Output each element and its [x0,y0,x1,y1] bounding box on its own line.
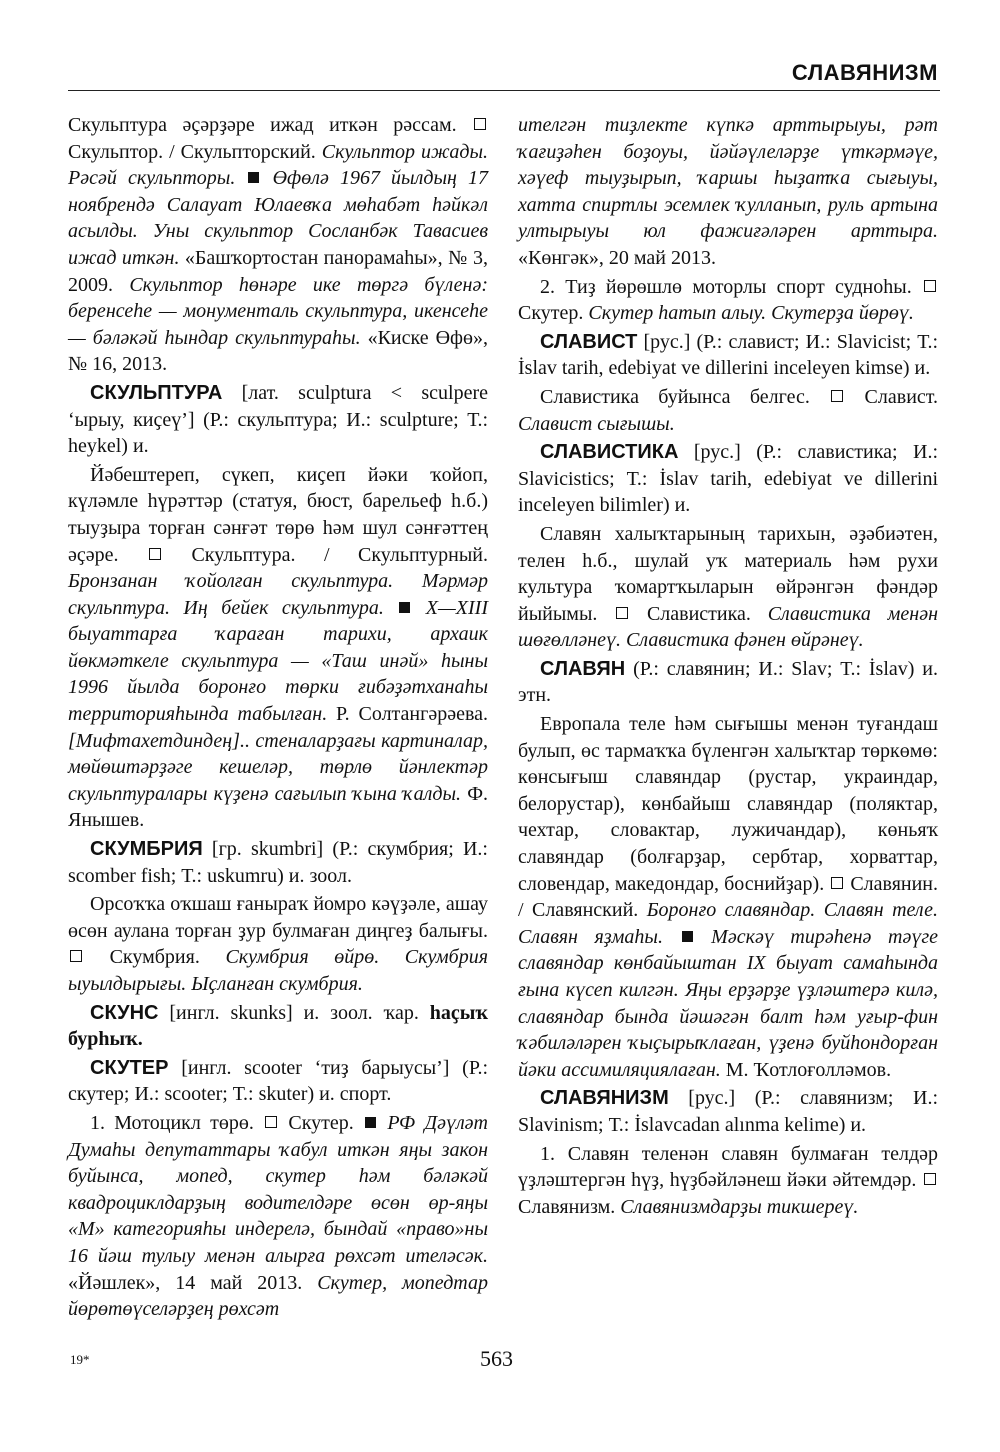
entry-definition: 2. Тиҙ йөрөшлө моторлы спорт судноһы. Скутер. Скутер һатып алыу. Скутерҙа йөрөү. [518,274,938,327]
headword: СЛАВИСТИКА [540,441,679,464]
entry-header: СЛАВИСТ [рус.] (Р.: славист; И.: Slavicist; Т.: İslav tarih, edebiyat ve dillerini inceleyen kimse) и. [518,330,938,380]
headword: СКУТЕР [90,1056,169,1079]
headword: СЛАВИСТ [540,330,638,353]
entry-definition: 1. Мотоцикл төрө. Скутер. РФ Дәүләт Думаһы депутаттары ҡабул иткән яңы закон буйынса, мопед, скутер һәм бәләкәй квадроциклдарҙың водителдәре өсөн өр-яңы «М» категорияһы индерелә, бындай «право»ны 16 йәш тулыу менән алырға рөхсәт ителәсәк. «Йәшлек», 14 май 2013. Скутер, мопедтар йөрөтөүселәрҙең рөхсәт [68,1111,488,1321]
entry-header: СЛАВИСТИКА [рус.] (Р.: славистика; И.: Slavicistics; Т.: İslav tarih, edebiyat ve dillerini inceleyen bilimler) и. [518,441,938,517]
derivative-box-icon [831,877,843,889]
entry-header: СКУТЕР [ингл. scooter ‘тиҙ барыусы’] (Р.: скутер; И.: scooter; Т.: skuter) и. спорт. [68,1056,489,1106]
entry-paragraph: Скульптура әҫәрҙәре ижад иткән рәссам. Скульптор. / Скульпторский. Скульптор ижады. Рәсәй скульпторы. Өфөлә 1967 йылдың 17 ноябрендә Салауат Юлаевҡа мөһабәт һәйкәл асылды. Уны скульптор Сосланбәк Тавасиев ижад иткән. «Башҡортостан панорамаһы», № 3, 2009. Скульптор һөнәре ике төргә бүленә: беренсеһе — монументаль скульптура, икенсеһе — бәләкәй һындар скульптураһы. «Киске Өфө», № 16, 2013. [68,114,489,376]
entry-header: СЛАВЯН (Р.: славянин; И.: Slav; Т.: İslav) и. этн. [518,657,939,707]
headword: СЛАВЯН [540,657,626,680]
derivative-box-icon [831,390,843,402]
derivative-box-icon [924,1173,936,1185]
entry-definition: Орсоҡҡа оҡшаш ғаныраҡ йомро кәүҙәле, ашау өсөн аулана торған ҙур булмаған диңгеҙ балығы. Скумбрия. Скумбрия өйрө. Скумбрия ыуылдырығы. Ыҫланған скумбрия. [68,893,489,995]
entry-header: СЛАВЯНИЗМ [рус.] (Р.: славянизм; И.: Slavinism; Т.: İslavcadan alınma kelime) и. [518,1087,938,1136]
left-column [68,112,488,1325]
example-square-icon [682,931,693,942]
headword: СКУМБРИЯ [90,838,203,861]
header-rule [68,90,940,91]
entry-continuation: ителгән тиҙлекте күпкә арттырыуы, рәт ҡағиҙәһен боҙоуы, йәйәүлеләрҙе үткәрмәүе, хәүеф тыуҙырып, ҡаршы һыҙатҡа сығыуы, хатта спиртлы эсемлек ҡулланып, руль артына ултырыуы юл фажиғәләрен арттыра. «Көнгәк», 20 май 2013. [518,114,938,269]
entry-header: СКУЛЬПТУРА [лат. sculptura < sculpere ‘ырыу, киҫеү’] (Р.: скульптура; И.: sculpture; Т.: heykel) и. [68,381,488,458]
headword: СЛАВЯНИЗМ [540,1087,669,1110]
entry-header: СКУМБРИЯ [гр. skumbri] (Р.: скумбрия; И.: scomber fish; Т.: uskumru) и. зоол. [68,838,488,887]
entry-header: СКУНС [ингл. skunks] и. зоол. ҡар. һаҫыҡ бурһыҡ. [68,1001,489,1051]
derivative-box-icon [149,548,161,560]
example-square-icon [399,602,410,613]
entry-definition: Йәбештереп, сүкеп, киҫеп йәки ҡойоп, күләмле һүрәттәр (статуя, бюст, барельеф һ.б.) тыуҙыра торған сәнғәт төрө һәм шул сәнғәттең әҫәре. Скульптура. / Скульптурный. Бронзанан ҡойолған скульптура. Мәрмәр скульптура. Иң бейек скульптура. X—XIII быуаттарға ҡараған тарихи, архаик йөкмәткеле скульптура — «Таш инәй» һыны 1996 йылда боронғо төрки ғибәҙәтханаһы территорияһында табылған. Р. Солтангәрәева. [Мифтахетдиндең].. стеналарҙағы картиналар, мөйөштәрҙәге кешеләр, төрлө йәнлектәр скульптуралары күҙенә сағылып ҡына ҡалды. Ф. Янышев. [68,463,489,832]
running-head: СЛАВЯНИЗМ [791,60,938,85]
example-square-icon [248,172,259,183]
headword: СКУНС [90,1001,159,1024]
headword: СКУЛЬПТУРА [90,381,223,404]
derivative-box-icon [474,118,486,130]
entry-definition: Славистика буйынса белгес. Славист. Славист сығышы. [518,385,939,435]
derivative-box-icon [924,280,936,292]
derivative-box-icon [616,607,628,619]
entry-definition: Европала теле һәм сығышы менән туғандаш булып, өс тармаҡҡа бүленгән халыҡтар төркөмө: көнсығыш славяндар (рустар, украиндар, белорустар), көнбайыш славяндар (поляктар, чехтар, словактар, лужичандар), көньяҡ славяндар (болғарҙар, сербтар, хорваттар, словендар, македондар, боснийҙар). Славянин. / Славянский. Боронғо славяндар. Славян теле. Славян яҙмаһы. Мәскәү тирәһенә тәүге славяндар көнбайыштан IX быуат самаһында ғына күсеп килгән. Яңы ерҙәрҙе үҙләштерә килә, славяндар бында йәшәгән балт һәм уғыр-фин ҡәбиләләрен ҡыҫырыҡлаған, үҙенә буйһондорған йәки ассимиляциялаған. М. Ҡотлоғолләмов. [518,713,939,1081]
derivative-box-icon [265,1116,277,1128]
right-column [518,112,938,1222]
example-square-icon [365,1117,376,1128]
entry-definition: Славян халыҡтарының тарихын, әҙәбиәтен, телен һ.б., шулай уҡ материаль һәм рухи культура ҡомартҡыларын өйрәнгән фәндәр йыйымы. Славистика. Славистика менән шөғөлләнеү. Славистика фәнен өйрәнеү. [518,522,938,652]
entry-definition: 1. Славян теленән славян булмаған телдәр үҙләштергән һүҙ, һүҙбәйләнеш йәки әйтемдәр. Славянизм. Славянизмдарҙы тикшереү. [518,1142,938,1218]
page-number: 563 [480,1346,513,1371]
signature-mark: 19* [70,1352,90,1367]
derivative-box-icon [70,950,82,962]
